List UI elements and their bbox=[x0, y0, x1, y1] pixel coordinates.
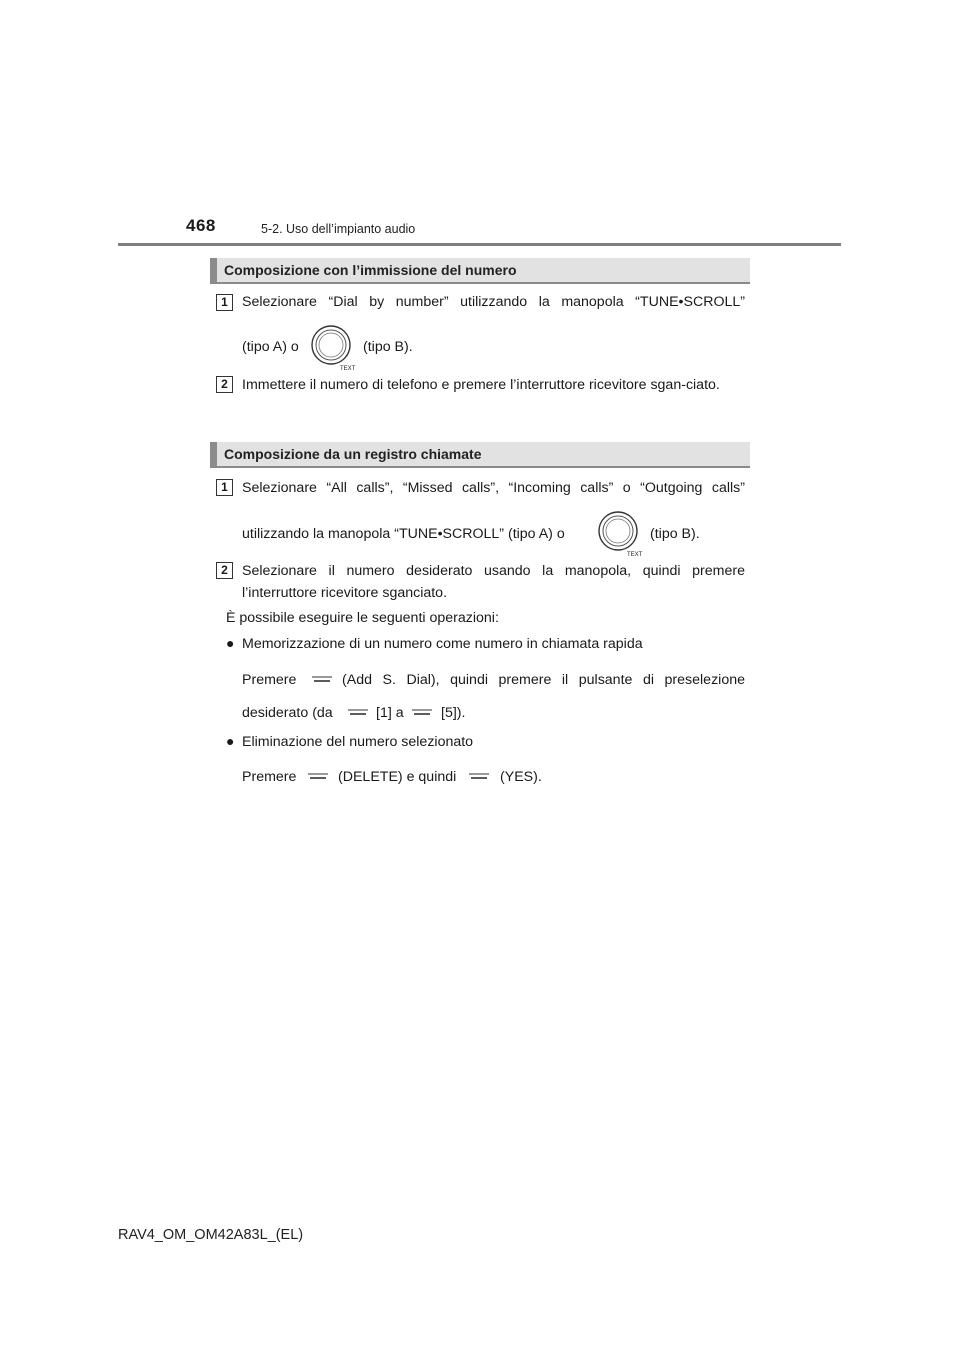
bullet-icon: ● bbox=[226, 733, 235, 749]
step-text: Selezionare “All calls”, “Missed calls”, “Incoming calls” o “Outgoing calls” bbox=[242, 480, 745, 496]
step-text-line2b: (tipo B). bbox=[650, 526, 700, 542]
page-number: 468 bbox=[186, 216, 216, 235]
step-text-line2a: (tipo A) o bbox=[242, 339, 299, 355]
button-icon bbox=[311, 676, 333, 686]
dial-icon bbox=[597, 511, 643, 562]
step-text-line2a: utilizzando la manopola “TUNE•SCROLL” (tipo A) o bbox=[242, 526, 565, 542]
step-text-line2b: (tipo B). bbox=[363, 339, 413, 355]
heading-bar bbox=[210, 258, 217, 282]
button-icon bbox=[347, 709, 369, 719]
document-code: RAV4_OM_OM42A83L_(EL) bbox=[118, 1227, 304, 1243]
step-badge: 1 bbox=[216, 294, 233, 311]
step-text: Selezionare “Dial by number” utilizzando la manopola “TUNE•SCROLL” bbox=[242, 294, 745, 310]
bullet-title: Memorizzazione di un numero come numero in chiamata rapida bbox=[242, 636, 643, 652]
step-badge: 1 bbox=[216, 479, 233, 496]
heading-bar bbox=[210, 442, 217, 466]
section-heading-2 bbox=[210, 442, 750, 468]
section-heading-1 bbox=[210, 258, 750, 284]
text-segment: desiderato (da bbox=[242, 705, 333, 721]
button-icon bbox=[307, 773, 329, 783]
button-icon bbox=[468, 773, 490, 783]
button-icon bbox=[411, 709, 433, 719]
dial-icon bbox=[310, 325, 356, 376]
section-title: Composizione da un registro chiamate bbox=[224, 446, 482, 462]
text-segment: (DELETE) e quindi bbox=[338, 769, 457, 785]
bullet-icon: ● bbox=[226, 635, 235, 651]
header-rule bbox=[118, 243, 841, 246]
step-badge: 2 bbox=[216, 562, 233, 579]
step-badge: 2 bbox=[216, 376, 233, 393]
text-segment: (YES). bbox=[500, 769, 542, 785]
bullet-title: Eliminazione del numero selezionato bbox=[242, 734, 474, 750]
text-segment: [5]). bbox=[441, 705, 466, 721]
dial-text-label: TEXT bbox=[627, 552, 643, 557]
section-title: Composizione con l’immissione del numero bbox=[224, 262, 517, 278]
operations-intro: È possibile eseguire le seguenti operazioni: bbox=[226, 610, 499, 626]
text-segment: Premere bbox=[242, 769, 297, 785]
text-segment: Premere bbox=[242, 672, 297, 688]
step-text: Immettere il numero di telefono e premere l’interruttore ricevitore sgan-ciato. bbox=[242, 377, 720, 393]
text-segment: (Add S. Dial), quindi premere il pulsante di preselezione bbox=[342, 672, 745, 688]
text-segment: [1] a bbox=[376, 705, 404, 721]
dial-text-label: TEXT bbox=[340, 366, 356, 371]
section-header: 5-2. Uso dell’impianto audio bbox=[261, 222, 416, 236]
step-text: Selezionare il numero desiderato usando la manopola, quindi premere l’interruttore ricevitore sganciato. bbox=[242, 563, 745, 601]
